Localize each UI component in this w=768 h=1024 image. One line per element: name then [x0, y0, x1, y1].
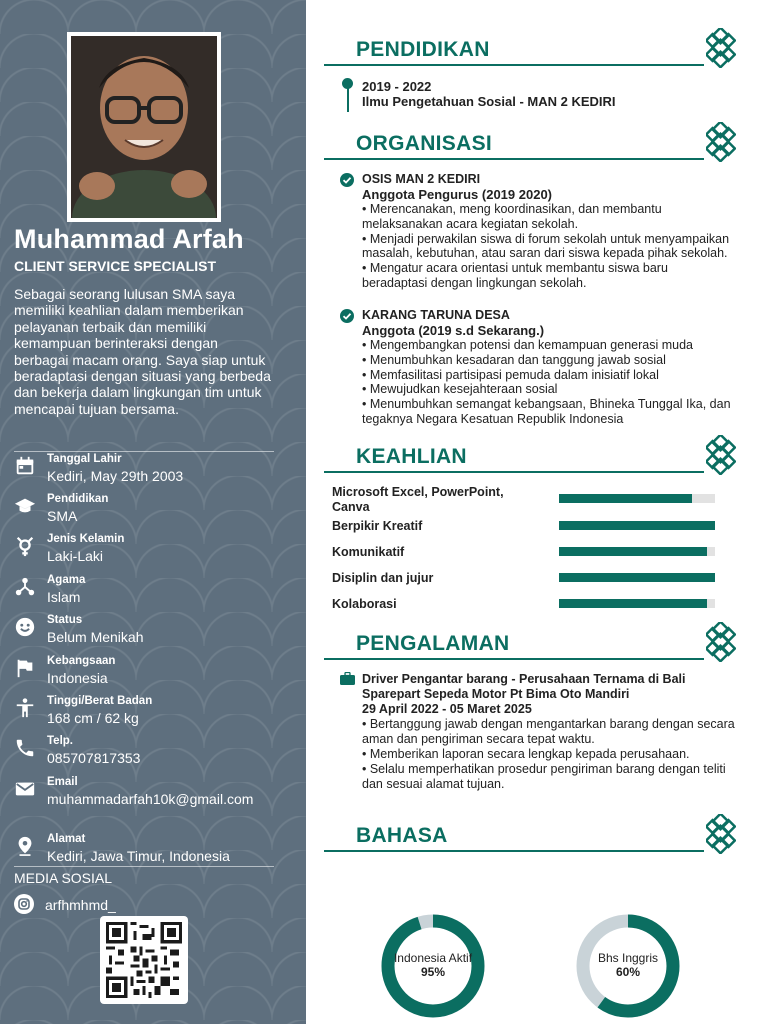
skill-name: Berpikir Kreatif: [332, 519, 423, 533]
section-title: KEAHLIAN: [356, 445, 467, 468]
bullet-item: • Menumbuhkan semangat kebangsaan, Bhineka Tunggal Ika, dan tegaknya Negara Kesatuan Republik Indonesia: [362, 397, 731, 426]
ornament-icon: [706, 435, 736, 475]
skill-bar: [559, 547, 715, 556]
skill-bar: [559, 573, 715, 582]
section-title: BAHASA: [356, 824, 448, 847]
skill-name: Kolaborasi: [332, 597, 397, 611]
skill-bar: [559, 599, 715, 608]
info-value: Belum Menikah: [47, 629, 144, 645]
info-value: Laki-Laki: [47, 548, 104, 564]
education-years: 2019 - 2022: [362, 79, 432, 94]
skill-bar-fill: [559, 573, 715, 582]
sidebar: [0, 0, 306, 1024]
section-title: PENGALAMAN: [356, 632, 510, 655]
section-education: [324, 38, 744, 78]
qr-code[interactable]: [100, 916, 188, 1004]
section-line: [324, 850, 704, 852]
flag-icon: [14, 657, 36, 679]
social-media-title: MEDIA SOSIAL: [14, 870, 113, 886]
sidebar-divider: [14, 451, 274, 452]
language-donut: [576, 914, 680, 1018]
sidebar-divider: [14, 866, 274, 867]
info-value: Kediri, Jawa Timur, Indonesia: [47, 848, 230, 864]
ornament-icon: [706, 28, 736, 68]
section-line: [324, 64, 704, 66]
gender-icon: [14, 535, 36, 557]
organization-bullets: [362, 202, 732, 291]
info-label: Status: [47, 614, 83, 626]
check-circle-icon: [340, 309, 354, 323]
bullet-item: • Memberikan laporan secara lengkap kepada perusahaan.: [362, 747, 690, 761]
phone-icon: [14, 737, 36, 759]
section-line: [324, 158, 704, 160]
timeline-line: [347, 88, 349, 112]
job-date: 29 April 2022 - 05 Maret 2025: [362, 702, 532, 716]
skill-bar-fill: [559, 547, 707, 556]
organization-bullets: [362, 338, 732, 427]
info-value: Kediri, May 29th 2003: [47, 468, 184, 484]
smiley-icon: [14, 616, 36, 638]
info-label: Tanggal Lahir: [47, 453, 122, 465]
info-label: Jenis Kelamin: [47, 533, 125, 545]
check-circle-icon: [340, 173, 354, 187]
bullet-item: • Merencanakan, meng koordinasikan, dan membantu melaksanakan acara kegiatan sekolah.: [362, 202, 662, 231]
ornament-icon: [706, 122, 736, 162]
skill-name: Komunikatif: [332, 545, 405, 559]
language-name: Indonesia Aktif: [393, 951, 473, 965]
info-value: 085707817353: [47, 750, 141, 766]
organization-role: Anggota Pengurus (2019 2020): [362, 187, 552, 202]
job-title: Driver Pengantar barang - Perusahaan Ternama di Bali Sparepart Sepeda Motor Pt Bima Oto Mandiri: [362, 672, 686, 701]
bullet-item: • Mengatur acara orientasi untuk membantu siswa baru beradaptasi dengan lingkungan sekolah.: [362, 261, 668, 290]
ornament-icon: [706, 814, 736, 854]
section-language: [324, 824, 744, 864]
info-label: Email: [47, 776, 78, 788]
job-bullets: [362, 717, 742, 792]
section-organization: [324, 132, 744, 172]
bullet-item: • Memfasilitasi partisipasi pemuda dalam inisiatif lokal: [362, 367, 659, 382]
info-value: Indonesia: [47, 670, 108, 686]
skill-name: Disiplin dan jujur: [332, 571, 434, 585]
language-level: 95%: [420, 965, 446, 979]
language-name: Bhs Inggris: [597, 951, 659, 965]
education-school: Ilmu Pengetahuan Sosial - MAN 2 KEDIRI: [362, 94, 616, 109]
bullet-item: • Mengembangkan potensi dan kemampuan generasi muda: [362, 338, 693, 352]
mail-icon: [14, 778, 36, 800]
organization-name: OSIS MAN 2 KEDIRI: [362, 172, 481, 186]
organization-name: KARANG TARUNA DESA: [362, 308, 510, 322]
info-label: Pendidikan: [47, 493, 109, 505]
skill-bar-fill: [559, 521, 715, 530]
instagram-icon: [14, 894, 34, 914]
bullet-item: • Bertanggung jawab dengan mengantarkan barang dengan secara aman dan pengiriman secara tepat waktu.: [362, 717, 735, 746]
section-experience: [324, 632, 744, 672]
bullet-item: • Menjadi perwakilan siswa di forum sekolah untuk menyampaikan masalah, kebutuhan, atau saran dari siswa kepada pihak sekolah.: [362, 231, 730, 261]
section-line: [324, 471, 704, 473]
person-icon: [14, 697, 36, 719]
bullet-item: • Mewujudkan kesejahteraan sosial: [362, 382, 558, 397]
location-pin-icon: [14, 835, 36, 857]
info-value: Islam: [47, 589, 81, 605]
language-donut: [381, 914, 485, 1018]
social-handle: arfhmhmd_: [45, 897, 116, 913]
bullet-item: • Selalu memperhatikan prosedur pengiriman barang dengan teliti dan sesuai alamat tujuan.: [362, 762, 726, 791]
skill-bar-fill: [559, 599, 707, 608]
info-label: Tinggi/Berat Badan: [47, 695, 153, 707]
section-title: PENDIDIKAN: [356, 38, 490, 61]
organization-role: Anggota (2019 s.d Sekarang.): [362, 323, 545, 338]
info-label: Telp.: [47, 735, 73, 747]
skill-bar: [559, 521, 715, 530]
ornament-icon: [706, 622, 736, 662]
candidate-role: CLIENT SERVICE SPECIALIST: [14, 258, 216, 274]
info-value: 168 cm / 62 kg: [47, 710, 139, 726]
info-value: SMA: [47, 508, 78, 524]
info-label: Agama: [47, 574, 86, 586]
info-label: Alamat: [47, 833, 86, 845]
section-line: [324, 658, 704, 660]
candidate-name: Muhammad Arfah: [14, 224, 244, 254]
language-level: 60%: [615, 965, 641, 979]
calendar-icon: [14, 455, 36, 477]
bullet-item: • Menumbuhkan kesadaran dan tanggung jawab sosial: [362, 352, 666, 367]
section-skills: [324, 445, 744, 485]
briefcase-icon: [340, 672, 355, 685]
share-nodes-icon: [14, 576, 36, 598]
graduation-cap-icon: [14, 495, 36, 517]
info-value: muhammadarfah10k@gmail.com: [47, 791, 254, 807]
info-label: Kebangsaan: [47, 655, 116, 667]
profile-photo: [67, 32, 221, 222]
skill-name: Microsoft Excel, PowerPoint, Canva: [332, 485, 504, 514]
section-title: ORGANISASI: [356, 132, 493, 155]
skill-bar: [559, 494, 715, 503]
skill-bar-fill: [559, 494, 692, 503]
profile-summary: Sebagai seorang lulusan SMA saya memiliki keahlian dalam memberikan pelayanan terbaik dan memiliki kemampuan berinteraksi dengan berbagai macam orang. Saya siap untuk beradaptasi dengan situasi yang berbeda dan bekerja dalam lingkungan tim untuk mencapai tujuan bersama.: [14, 286, 271, 417]
